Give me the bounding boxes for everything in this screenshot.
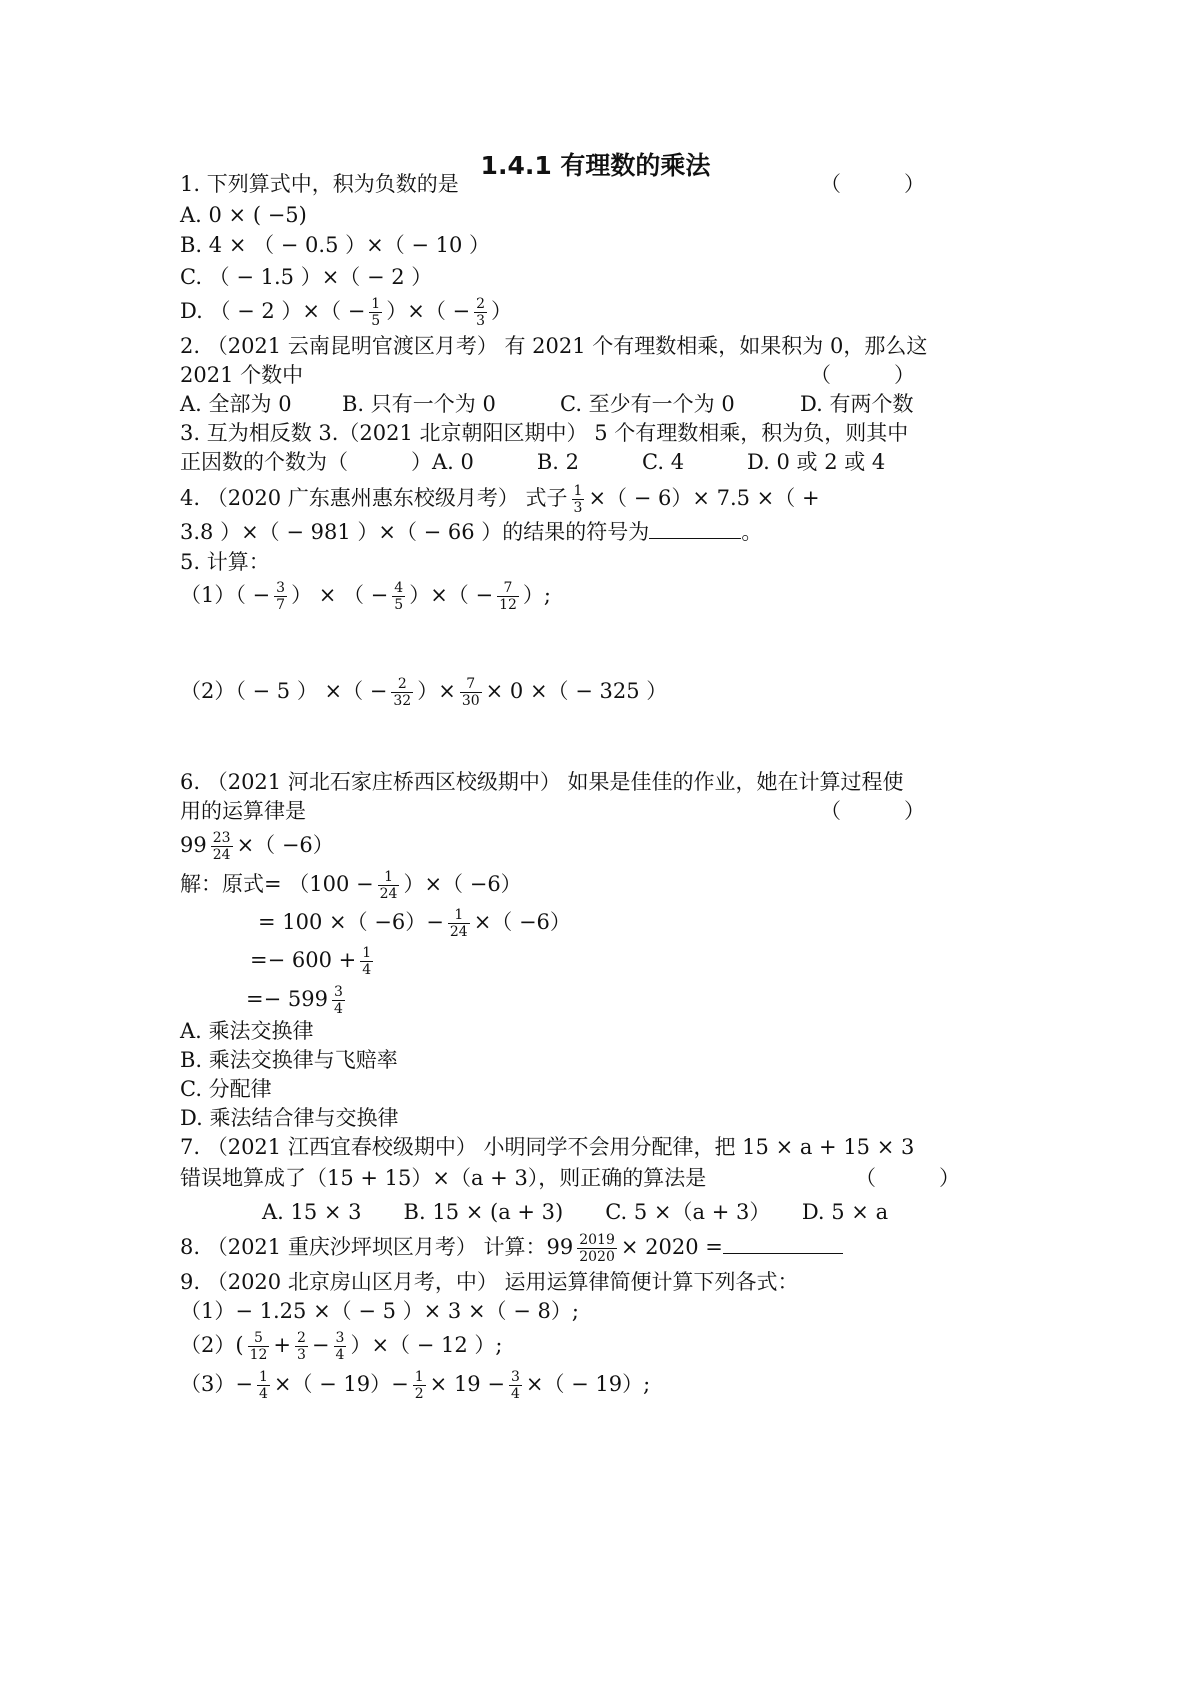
fraction: $\frac{1}{24}$ [449, 907, 468, 940]
q1-option-d: D. （ − 2 ）×（ − $\frac{1}{5}$ ）×（ − $\frac{2}{3}$ ） [180, 296, 513, 329]
fraction: $\frac{1}{4}$ [362, 945, 372, 978]
q6-solution-step4: =− 599 $\frac{3}{4}$ [246, 984, 343, 1017]
fraction: $\frac{3}{4}$ [510, 1369, 520, 1402]
q6-option-a: A. 乘法交换律 [180, 1019, 314, 1043]
q3-line1: 3. 互为相反数 3.（2021 北京朝阳区期中） 5 个有理数相乘，积为负，则其中 [180, 421, 909, 445]
q2-option-a: A. 全部为 0 [180, 392, 292, 416]
q7-options: A. 15 × 3 B. 15 × (a + 3) C. 5 ×（a + 3） D. 5 × a [262, 1200, 889, 1224]
q7-line2: 错误地算成了（15 + 15）×（a + 3），则正确的算法是 [180, 1166, 707, 1190]
fraction: $\frac{2}{32}$ [393, 676, 412, 709]
q5-stem: 5. 计算： [180, 550, 270, 574]
q6-option-b: B. 乘法交换律与飞赔率 [180, 1048, 398, 1072]
q2-line2: 2021 个数中 [180, 363, 304, 387]
q6-expression: 99 $\frac{23}{24}$ ×（ −6） [180, 830, 334, 863]
q6-answer-paren: （ ） [820, 799, 925, 823]
q7-answer-paren: （ ） [855, 1166, 960, 1190]
q6-solution-step1: 解：原式= （100 − $\frac{1}{24}$ ）×（ −6） [180, 869, 522, 902]
q6-option-d: D. 乘法结合律与交换律 [180, 1106, 399, 1130]
q1-stem: 1. 下列算式中，积为负数的是 [180, 172, 459, 196]
fraction: $\frac{3}{7}$ [276, 580, 286, 613]
q6-option-c: C. 分配律 [180, 1077, 272, 1101]
fraction: $\frac{1}{24}$ [379, 869, 398, 902]
fraction: $\frac{23}{24}$ [212, 830, 231, 863]
answer-blank[interactable] [723, 1233, 843, 1254]
q2-option-d: D. 有两个数 [800, 392, 914, 416]
q2-line1: 2. （2021 云南昆明官渡区月考） 有 2021 个有理数相乘，如果积为 0，那么这 [180, 334, 928, 358]
page-title: 1.4.1 有理数的乘法 [480, 151, 711, 180]
fraction: $\frac{3}{4}$ [333, 984, 343, 1017]
fraction: $\frac{1}{2}$ [414, 1369, 424, 1402]
q4-line2: 3.8 ）×（ − 981 ）×（ − 66 ）的结果的符号为 。 [180, 520, 763, 544]
q9-part3: （3）− $\frac{1}{4}$ ×（ − 19）− $\frac{1}{2}$ × 19 − $\frac{3}{4}$ ×（ − 19）; [180, 1369, 651, 1402]
q9-part2: （2）( $\frac{5}{12}$ + $\frac{2}{3}$ − $\frac{3}{4}$ ）×（ − 12 ）; [180, 1330, 503, 1363]
q5-part2: （2）（ − 5 ） ×（ − $\frac{2}{32}$ ）× $\frac{7}{30}$ × 0 ×（ − 325 ） [180, 676, 668, 709]
q2-option-b: B. 只有一个为 0 [342, 392, 496, 416]
q6-solution-step3: =− 600 + $\frac{1}{4}$ [250, 945, 372, 978]
fraction: $\frac{2}{3}$ [476, 296, 486, 329]
fraction: $\frac{7}{12}$ [499, 580, 517, 613]
fraction: $\frac{3}{4}$ [335, 1330, 345, 1363]
q5-part1: （1）（ − $\frac{3}{7}$ ） × （ − $\frac{4}{5}$ ）×（ − $\frac{7}{12}$ ）; [180, 580, 551, 613]
q1-option-b: B. 4 × （ − 0.5 ）×（ − 10 ） [180, 233, 491, 257]
q2-answer-paren: （ ） [810, 363, 915, 387]
fraction: $\frac{2}{3}$ [297, 1330, 306, 1363]
q7-line1: 7. （2021 江西宜春校级期中） 小明同学不会用分配律，把 15 × a + 15 × 3 [180, 1135, 915, 1159]
q6-line1: 6. （2021 河北石家庄桥西区校级期中） 如果是佳佳的作业，她在计算过程使 [180, 770, 904, 794]
q8-line: 8. （2021 重庆沙坪坝区月考） 计算：99 $\frac{2019}{2020}$ × 2020 = [180, 1232, 843, 1265]
q9-part1: （1）− 1.25 ×（ − 5 ）× 3 ×（ − 8）; [180, 1299, 579, 1323]
q3-line2: 正因数的个数为（ ）A. 0 B. 2 C. 4 D. 0 或 2 或 4 [180, 450, 886, 474]
q1-option-a: A. 0 × ( −5) [180, 203, 307, 227]
q1-option-c: C. （ − 1.5 ）×（ − 2 ） [180, 265, 433, 289]
fraction: $\frac{1}{5}$ [371, 296, 381, 329]
answer-blank[interactable] [649, 518, 741, 539]
fraction: $\frac{2019}{2020}$ [579, 1232, 615, 1265]
q6-solution-step2: = 100 ×（ −6）− $\frac{1}{24}$ ×（ −6） [258, 907, 571, 940]
fraction: $\frac{7}{30}$ [461, 676, 480, 709]
q2-option-c: C. 至少有一个为 0 [560, 392, 735, 416]
q4-line1: 4. （2020 广东惠州惠东校级月考） 式子 $\frac{1}{3}$ ×（ − 6）× 7.5 ×（ + [180, 483, 820, 516]
q6-line2: 用的运算律是 [180, 799, 306, 823]
fraction: $\frac{5}{12}$ [249, 1330, 268, 1363]
fraction: $\frac{1}{4}$ [258, 1369, 268, 1402]
fraction: $\frac{4}{5}$ [394, 580, 404, 613]
fraction: $\frac{1}{3}$ [573, 483, 583, 516]
q1-answer-paren: （ ） [820, 172, 925, 196]
q9-stem: 9. （2020 北京房山区月考，中） 运用运算律简便计算下列各式： [180, 1270, 799, 1294]
